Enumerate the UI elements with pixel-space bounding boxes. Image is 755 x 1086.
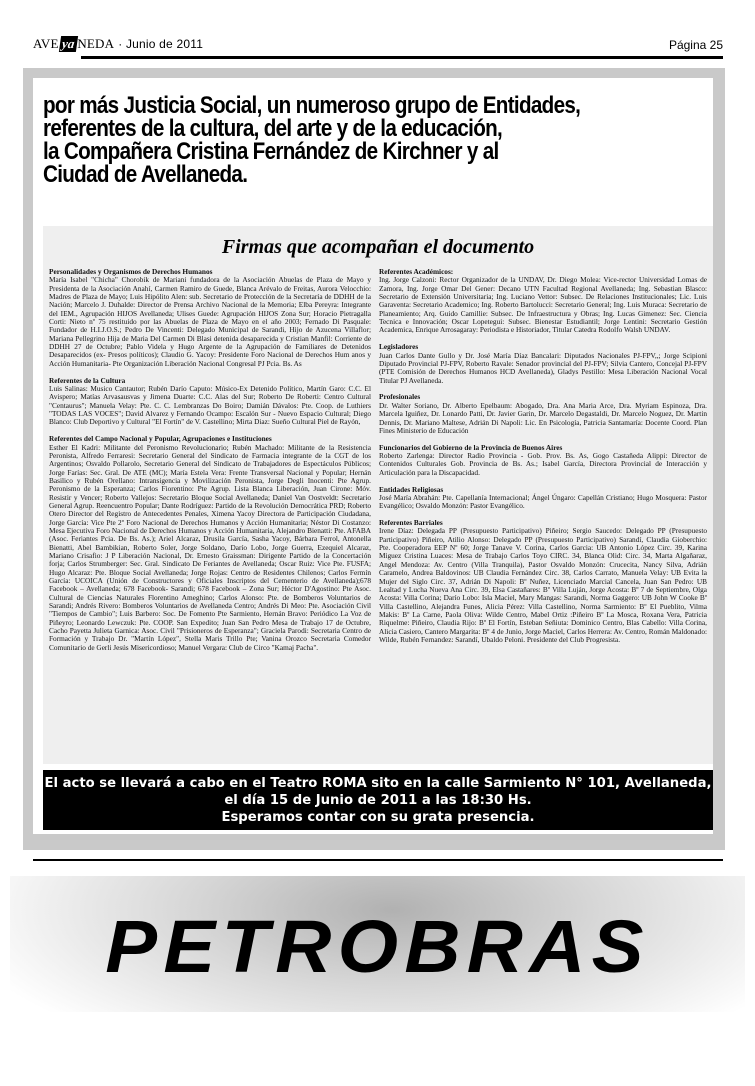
section-heading: Personalidades y Organismos de Derechos Humanos <box>49 267 213 276</box>
signature-section <box>379 519 707 644</box>
section-heading: Referentes de la Cultura <box>49 375 126 385</box>
petrobras-logo: PETROBRAS <box>105 905 650 988</box>
section-body: Juan Carlos Dante Gullo y Dr. José María Díaz Bancalari: Diputados Nacionales PJ-FPV,,; Jorge Scipioni Diputado Provincial PJ-FPV, Roberto Ravale: Senador provincial del PJ-FPV; Silvia Cantero, Concejal PJ-FPV (PTE Comisión de Derechos Humanos HCD Avellaneda), Gladys Pestillo: Mesa Liberación Nacional Vocal Titular PJ Avellaneda. <box>379 350 707 385</box>
signatures-title: Firmas que acompañan el documento <box>221 236 535 258</box>
headline-line: Ciudad de Avellaneda. <box>43 161 248 188</box>
advertisement-banner <box>10 876 745 1012</box>
page-number: Página 25 <box>668 38 723 52</box>
section-heading: Referentes Académicos: <box>379 267 454 276</box>
section-heading: Referentes del Campo Nacional y Popular, Agrupaciones e Instituciones <box>49 434 272 444</box>
section-body: Ing. Jorge Calzoni: Rector Organizador de la UNDAV, Dr. Diego Molea: Vice-rector Universidad Lomas de Zamora, Ing. Jorge Omar Del Gener: Decano UTN Facultad Regional Avellaneda; Ing. Sebastian Blasco: Secretario de Extensión Universitaria; Ing. Luciano Vettor: Subsec. De Relaciones Institucionales; Lic. Luis Garaventa: Secretario Academico; Ing. Roberto Bartolucci: Secretario General; Ing. Luis Muraca: Secretario de Planeamiento; Arq. Guido Camillie: Subsec. De Infraestructura y Obras; Ing. Lucas Gimenez: Sec. Ciencia Tecnica e Innovación; Oscar Lopetegui: Subsec. Bienestar Estudiantil; Jorge Lentini: Secretario Gestión Academica, Enrique Arrosagaray: Periodista e Historiador, Titular Catedra Rodolfo Walsh UNDAV. <box>379 275 707 335</box>
event-announcement <box>43 770 713 830</box>
signature-section <box>379 268 707 335</box>
headline <box>43 94 628 186</box>
signature-section <box>379 486 707 511</box>
header-rule <box>81 56 723 59</box>
signatures-right-column <box>379 268 707 653</box>
signature-section <box>379 393 707 435</box>
signature-section <box>379 444 707 477</box>
headline-line: por más Justicia Social, un numeroso grupo de Entidades, <box>43 92 581 119</box>
signature-section <box>49 377 371 427</box>
issue-date: · Junio de 2011 <box>118 37 204 51</box>
section-body: Roberto Zarlenga: Director Radio Provincia - Gob. Prov. Bs. As, Gogo Castañeda Alippi: Director de Contenidos Culturales Gob. Provincia de Bs. As.; Isabel García, Directora Provincial de Interacción y Articulación para la Discapacidad. <box>379 451 707 477</box>
section-heading: Entidades Religiosas <box>379 484 444 494</box>
section-body: Esther El Kadri: Militante del Peronismo Revolucionario; Rubén Machado: Militante de la Resistencia Peronista, Alfredo Ferraresi: Secretario General del Sindicato de Farmacia integrante de la CGT de los Argentinos; Osvaldo Pollarolo, Secretario General del Sindicato de Trabajadores de Espectáculos Públicos; Jorge Farías: Sec. Gral. De ATE (MC); María Estela Vera: Frente Transversal Nacional y Popular; Hernán Basilico y Rubén Orellano: Intransigencia y Movilización Peronista, Jorge Degli Inocenti: Pte Agrup. Peronismo de la Esperanza; Carlos Fiorentino: Pte Agrup. Lista Blanca Liberación, Juan Cirone: Móv. Resistir y Vencer; Roberto Vallejos: Secretario Bloque Social Avellaneda; Daniel Van Oostveldt: Secretario General Agrup. Reencuentro Popular; Dante Rodríguez: Partido de la Revolución Democrática PRD; Roberto Otero Director del Registro de Antecedentes Penales, Ximena Yacoy Directora de Participación Ciudadana, Jorge García: Vice Pte 2º Foro Nacional de Derechos Humanos y Acción Humanitaria; Néstor Di Costanzo: Mesa Ejecutiva Foro Nacional de Derechos Humanos y Acción Humanitaria, Alejandro Bienatti: Pte. AFABA (Asoc. Feriantes Pcia. De Bs. As.); Ariel Alcaraz, Drusila García, Sasha Yacoy, Bárbara Ferrol, Antonella Bienatti, Abel Bambikian, Roberto Soler, Jorge Soldano, Darío Lobo, Jorge Guerra, Ezequiel Alcaraz, Mariano Crisafio: J P Liberación Nacional, Dr. Ernesto Graissman: Dirigente Partido de la Concertación forja; Carlos Strumberger: Sec. Gral. Sindicato De Feriantes de Avellaneda; Oscar Ruiz: Vice Pte. FUSFA; Hugo Alcaraz: Pte. Bloque Social Avellaneda; Jorge Rojas: Centro de Residentes Chilenos; Carlos Fermín García: UCOICA (Unión de Constructores y Oficiales Inscriptos del Cementerio de Avellaneda);678 Facebook – Avellaneda; 678 Facebook- Sarandi; 678 Facebook – Zona Sur; Héctor D'Agostino: Pte Asoc. Cultural de Ciencias Naturales Florentino Ameghino; Carlos Alonso: Pte. de Bomberos Voluntarios de Sarandi; Andrés Rivero: Bomberos Voluntarios de Avellaneda Centro; Andrés Di Meo: Pte. Asociación Civil "Tiempos de Cambio"; Luis Barbero: Soc. De Fomento Pte Sarmiento, Hernán Bravo: Periódico La Voz de Piñeyro; Leonardo Lewczuk: Pte. COOP. San Expedito; Juan San Pedro Mesa de Trabajo 17 de Octubre, Cacho Payetta Julieta Garnica: Asoc. Civil "Prisioneros de Esperanza"; Graciela Parodi: Secretaria Centro de Formación y Trabajo Dr. "Martín López", Stella Maris Trillo Pte; Vanina Orozco Secretaria Comedor Comunitario de Gerli Jesús Misericordioso; Manuel Vergara: Club de Circo "Kamaj Pacha". <box>49 442 371 652</box>
signature-section <box>49 268 371 368</box>
section-body: María Isabel "Chicha" Chorobik de Mariani fundadora de la Asociación Abuelas de Plaza de Mayo y Presidenta de la Asociación Anahí, Carmen Ramiro de Guede, Blanca Arévalo de Freitas, Aurora Velocchio: Madres de Plaza de Mayo; Luis Hipólito Alen: sub. Secretario de Protección de la Secretaría de DDHH de la Nación; Marcelo J. Duhalde: Director de Prensa Archivo Nacional de la Memoria; Elba Pereyra: Integrante del IEM., Agrupación HIJOS Avellaneda; Ulises Guede: Agrupación HIJOS Zona Sur; Horacio Pietragalla Corti: Nieto nº 75 restituido por las Abuelas de Plaza de Mayo en el año 2003; Fernado Di Pasquale: Fundador de H.I.J.O.S.; Pedro De Vincenti: Delegado Municipal de Sarandi, Hijo de Azucena Villaflor; Mariana Pellegrino Hija de Maria Del Carmen Di Blasi detenida desaparecida y Cristian Manfil: Corriente de DDHH 27 de Octubre; Pablo Videla y Hugo Argente de la Agrupación de Familiares de Detenidos Desaparecidos (ex- Presos políticos); Claudio G. Yacoy: Presidente Foro Nacional de Derechos Hum anos y Acción Humanitaria- Pte Organización Liberación Nacional Congresal PJ Pcia. Bs. As <box>49 275 371 368</box>
section-heading: Funcionarios del Gobierno de la Provincia de Buenos Aires <box>379 442 563 452</box>
masthead-logo-right: NEDA <box>77 36 115 51</box>
masthead-logo-mid: ya <box>59 36 78 52</box>
section-heading: Profesionales <box>379 392 421 402</box>
event-line: el día 15 de Junio de 2011 a las 18:30 Hs. <box>224 793 532 808</box>
page-header <box>33 34 723 58</box>
article-frame <box>23 68 725 850</box>
section-body: Irene Díaz: Delegada PP (Presupuesto Participativo) Piñeiro; Sergio Saucedo: Delegado PP (Presupuesto Participativo) Piñeiro, Atilio Alonso: Delegado PP (Presupuesto Participativo) Sarandí, Claudia Gioberchio: Pte. Cooperadora EEP Nº 60; Jorge Tanave V. Corina, Carlos Garcia: UB Antonio López Circ. 39, Karina Miguez Cristina Luaces: Mesa de Trabajo Carlos Toyo CIRC. 34, Blanca Olid: Circ. 34, Marta Algañaraz, Angel Mendoza: Av. Centro (Villa Tranquila), Pastor Osvaldo Monzón: Crucecita, Nancy Silva, Adrián Caramelo, Andrea Baldovinos: UB Claudia Fernández Circ. 38, Carlos Carrato, Manuela Velay: UB Evita la Mujer del Siglo Circ. 37, Adrián Di Napoli: Bº Nuñez, Licenciado Marcial Cancela, Juan San Pedro: UB Lealtad y Lucha Nueva Ana Circ. 39, Elsa Castañares: Bº Villa Luján, Jorge Acosta: Bº 7 de Septiembre, Olga Acosta: Villa Corina; Darío Lobo: Isla Maciel, Mary Mangas: Sarandi, Norma Gaggero: UB John W Cooke Bº Villa Castellino, Alejandra Funes, Alicia Pérez: Villa Castellino, Norma Sarmiento: Bº El Pueblito, Vilma Makis: Bº La Carne, Paola Oliva: Wilde Centro, Mabel Ortiz :Piñeiro Bº La Mosca, Roxana Vera, Patricia Riquelme: Piñeiro, Claudia Rijo: Bº El Fortín, Esteban Señiuta: Dominico Centro, Blas Cabello: Villa Corina, Alicia Casiero, Cantero Margarita: Bº 4 de Junio, Jorge Maciel, Carlos Herrera: Av. Centro, Román Maldonado: Wilde, Rubén Fernandez: Sarandí, Ubaldo Peloni. Presidente del Club Progresista. <box>379 526 707 644</box>
section-divider <box>33 859 723 861</box>
section-body: José María Abrahán: Pte. Capellanía Internacional; Ángel Úngaro: Capellán Cristiano; Hugo Mosquera: Pastor Evangélico; Osvaldo Monzón: Pastor Evangélico. <box>379 492 707 511</box>
section-heading: Referentes Barriales <box>379 518 443 528</box>
section-body: Luis Salinas: Musico Cantautor; Rubén Darío Caputo: Músico-Ex Detenido Político, Martín Garo: C.C. El Avispero; Matías Arvasausvas y Jimena Duarte: C.C. Alas del Sur; Roberto De Roberti: Centro Cultural "Centaurus"; Manuela Velay: Pte. C. C. Lembranzas Do Boiro; Damián Dávalos: Pte. Coop. de Luthiers "TODAS LAS VOCES"; David Alvarez y Fernando Ocampo: Escalón Sur - Nuevo Espacio Cultural; Diego Blanco: Club Deportivo y Cultural "El Fortín" de V. Castellino; Mirta Diaz: Sueño Cultural Piel de Rayón, <box>49 383 371 427</box>
signatures-left-column <box>49 268 371 661</box>
headline-line: referentes de la cultura, del arte y de la educación, <box>43 115 503 142</box>
event-line: Esperamos contar con su grata presencia. <box>221 810 535 825</box>
section-body: Dr. Walter Soriano, Dr. Alberto Epelbaum: Abogado, Dra. Ana Maria Arce, Dra. Myriam Espinoza, Dra. Marcela Iguiñez, Dr. Lonardo Patti, Dr. Javier Garin, Dr. Marcelo Degastaldi, Dr. Marcelo Noguez, Dr. Martin Dennis, Dr. Mariano Maltese, Adrián Di Napoli: Lic. En Psicología, Patricia Santamaría: Docente Coord. Plan Fines Ministerio de Educación <box>379 400 707 435</box>
signatures-box <box>43 226 713 764</box>
article-body <box>33 78 713 834</box>
masthead-logo-left: AVE <box>33 36 59 51</box>
event-line: El acto se llevará a cabo en el Teatro ROMA sito en la calle Sarmiento N° 101, Avellaneda, <box>44 776 712 791</box>
signature-section <box>49 435 371 652</box>
headline-line: la Compañera Cristina Fernández de Kirchner y al <box>43 138 499 165</box>
masthead <box>33 36 203 52</box>
section-heading: Legisladores <box>379 342 419 352</box>
signature-section <box>379 343 707 385</box>
